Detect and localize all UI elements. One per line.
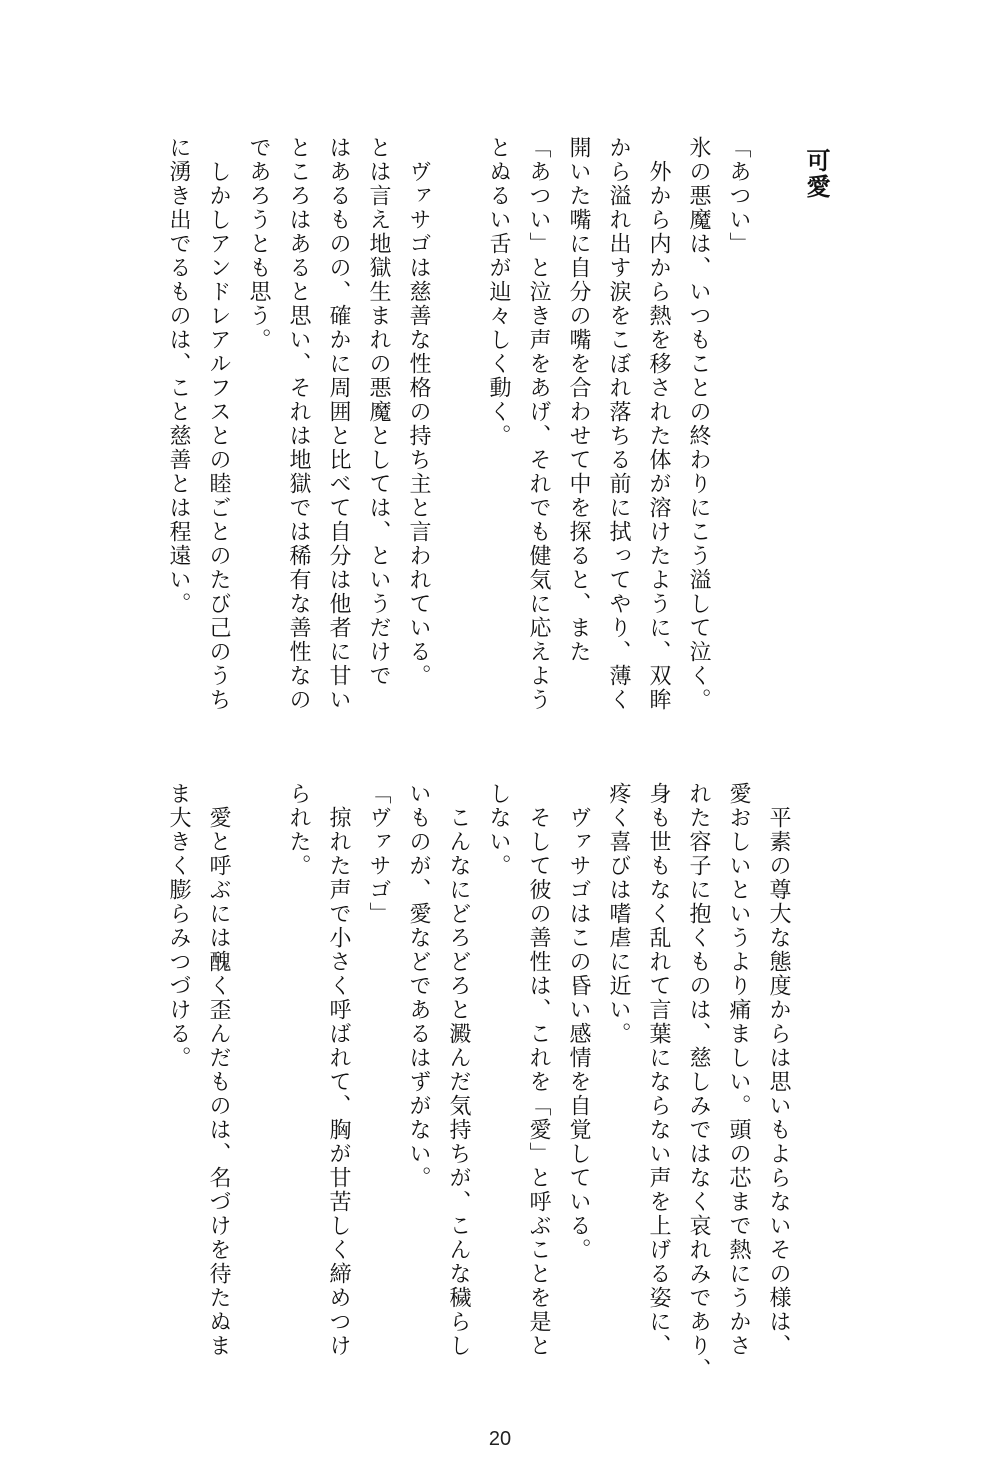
text-line: であろうとも思う。 xyxy=(246,136,271,352)
text-line: ヴァサゴはこの昏い感情を自覚している。 xyxy=(566,806,591,1262)
text-line: 「ヴァサゴ」 xyxy=(366,782,391,926)
text-line: そして彼の善性は、これを「愛」と呼ぶことを是と xyxy=(526,806,551,1358)
text-line: ところはあると思い、それは地獄では稀有な善性なの xyxy=(286,136,311,712)
text-line: 「あつい」 xyxy=(726,136,751,256)
text-line: しない。 xyxy=(486,782,511,878)
text-line: 氷の悪魔は、いつもことの終わりにこう溢して泣く。 xyxy=(686,136,711,712)
text-line: 外から内から熱を移された体が溶けたように、双眸 xyxy=(646,160,671,712)
page-number: 20 xyxy=(488,1428,512,1450)
text-line: いものが、愛などであるはずがない。 xyxy=(406,782,431,1190)
text-line: はあるものの、確かに周囲と比べて自分は他者に甘い xyxy=(326,136,351,712)
text-line: ま大きく膨らみつづける。 xyxy=(166,782,191,1070)
text-line: 疼く喜びは嗜虐に近い。 xyxy=(606,782,631,1046)
text-line: 愛と呼ぶには醜く歪んだものは、名づけを待たぬま xyxy=(206,806,231,1358)
text-line: とぬるい舌が辿々しく動く。 xyxy=(486,136,511,448)
chapter-title: 可愛 xyxy=(802,148,831,200)
text-line: 開いた嘴に自分の嘴を合わせて中を探ると、また xyxy=(566,136,591,664)
text-line: こんなにどろどろと澱んだ気持ちが、こんな穢らし xyxy=(446,806,471,1358)
text-line: しかしアンドレアルフスとの睦ごとのたび己のうち xyxy=(206,160,231,712)
text-line: から溢れ出す涙をこぼれ落ちる前に拭ってやり、薄く xyxy=(606,136,631,712)
text-line: ヴァサゴは慈善な性格の持ち主と言われている。 xyxy=(406,160,431,688)
text-line: られた。 xyxy=(286,782,311,878)
text-line: 掠れた声で小さく呼ばれて、胸が甘苦しく締めつけ xyxy=(326,806,351,1358)
text-line: 愛おしいというより痛ましい。頭の芯まで熱にうかさ xyxy=(726,782,751,1358)
text-line: とは言え地獄生まれの悪魔としては、というだけで xyxy=(366,136,391,688)
text-line: れた容子に抱くものは、慈しみではなく哀れみであり、 xyxy=(686,782,711,1382)
text-line: 身も世もなく乱れて言葉にならない声を上げる姿に、 xyxy=(646,782,671,1358)
text-line: に湧き出でるものは、こと慈善とは程遠い。 xyxy=(166,136,191,616)
text-line: 「あつい」と泣き声をあげ、それでも健気に応えよう xyxy=(526,136,551,712)
text-line: 平素の尊大な態度からは思いもよらないその様は、 xyxy=(766,806,791,1358)
